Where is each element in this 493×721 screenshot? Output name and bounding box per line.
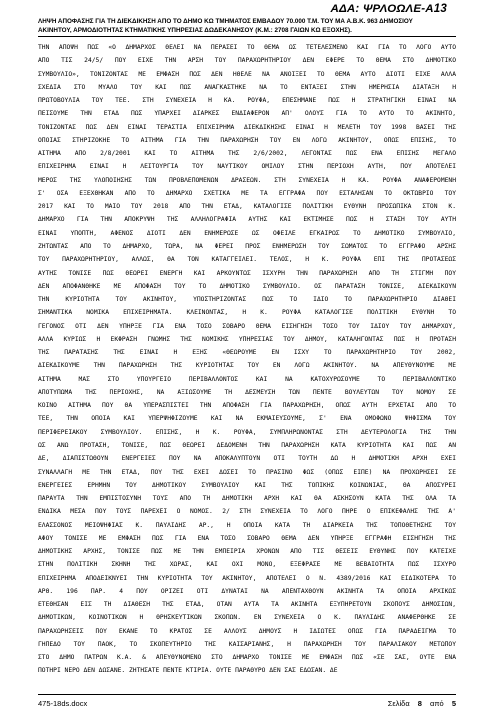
body-line: ΑΙΤΗΜΑ ΑΠΟ 2/8/2001 ΚΑΙ ΤΟ ΑΙΤΗΜΑ ΤΗΣ 2/6/2002, ΛΕΓΟΝΤΑΣ ΠΩΣ ΕΝΑ ΕΠΙΣΗΣ ΜΕΓΑΛΟ [38,150,456,158]
body-line: ΠΑΡΑΧΩΡΗΣΕΙΣ ΠΟΥ ΕΚΑΝΕ ΤΟ ΚΡΑΤΟΣ ΣΕ ΑΛΛΟΥΣ ΔΗΜΟΥΣ Η ΙΔΙΩΤΕΣ ΟΠΩΣ ΓΙΑ ΠΑΡΑΔΕΙΓΜΑ ΤΟ [38,627,456,635]
of-word: από [430,699,444,708]
body-line: ΣΗΜΑΝΤΙΚΑ ΝΟΜΙΚΑ ΕΠΙΧΕΙΡΗΜΑΤΑ. ΚΛΕΙΝΟΝΤΑΣ, Η Κ. ΡΟΥΦΑ ΚΑΤΑΛΟΓΙΣΕ ΠΟΛΙΤΙΚΗ ΕΥΘΥΝΗ ΤΟ [38,309,456,317]
body-line: ΕΤΕΘΗΣΑΝ ΕΙΣ ΤΗ ΔΙΑΘΕΣΗ ΤΗΣ ΕΤΑΔ, ΟΤΑΝ ΑΥΤΑ ΤΑ ΑΚΙΝΗΤΑ ΕΞΥΠΗΡΕΤΟΥΝ ΣΚΟΠΟΥΣ ΔΗΜΟΣΙΩΝ, [38,601,456,609]
body-line: Σ' ΟΣΑ ΕΞΕΧΘΗΚΑΝ ΑΠΟ ΤΟ ΔΗΜΑΡΧΟ ΣΧΕΤΙΚΑ ΜΕ ΤΑ ΕΓΓΡΑΦΑ ΠΟΥ ΕΣΤΑΛΗΣΑΝ ΤΟ ΟΚΤΩΒΡΙΟ ΤΟΥ [38,189,456,197]
body-line: ΣΤΟ ΔΗΜΟ ΠΑΤΡΩΝ Κ.Α. & ΑΠΕΥΘΥΝΟΜΕΝΟ ΣΤΟ ΔΗΜΑΡΧΟ ΤΟΝΙΣΕ ΜΕ ΕΜΦΑΣΗ ΠΩΣ «ΣΕ ΣΑΣ, ΟΥΤΕ ΕΝΑ [38,654,456,662]
page-number: 8 [417,699,422,708]
body-line: ΓΕΓΟΝΟΣ ΟΤΙ ΔΕΝ ΥΠΗΡΞΕ ΓΙΑ ΕΝΑ ΤΟΣΟ ΣΟΒΑΡΟ ΘΕΜΑ ΕΙΣΗΓΗΣΗ ΤΟΣΟ ΤΟΥ ΙΔΙΟΥ ΤΟΥ ΔΗΜΑΡΧΟΥ, [38,322,456,330]
body-line: ΤΗΣ ΠΑΡΑΤΑΣΗΣ ΤΗΣ ΕΙΝΑΙ Η ΕΞΗΣ «ΘΕΩΡΟΥΜΕ ΕΝ ΙΣΧΥ ΤΟ ΠΑΡΑΧΩΡΗΤΗΡΙΟ ΤΟΥ 2002, [38,349,456,357]
body-line: ΣΥΝΑΛΛΑΓΗ ΜΕ ΤΗΝ ΕΤΑΔ, ΠΟΥ ΤΗΣ ΕΧΕΙ ΔΩΣΕΙ ΤΟ ΠΡΑΣΙΝΟ ΦΩΣ (ΟΠΩΣ ΕΙΠΕ) ΝΑ ΠΡΟΧΩΡΗΣΕΙ ΣΕ [38,468,456,476]
body-line: ΩΣ ΑΝΩ ΠΡΟΤΑΣΗ, ΤΟΝΙΣΕ, ΠΩΣ ΘΕΩΡΕΙ ΔΕΔΟΜΕΝΗ ΤΗΝ ΠΑΡΑΧΩΡΗΣΗ ΚΑΤΑ ΚΥΡΙΟΤΗΤΑ ΚΑΙ ΠΩΣ ΑΝ [38,441,456,449]
footer-filename: 475-18ds.docx [38,699,88,708]
body-line: ΑΥΤΗΣ ΤΟΝΙΣΕ ΠΩΣ ΘΕΩΡΕΙ ΕΝΕΡΓΗ ΚΑΙ ΑΡΚΟΥΝΤΩΣ ΙΣΧΥΡΗ ΤΗΝ ΠΑΡΑΧΩΡΗΣΗ ΑΠΟ ΤΗ ΣΤΙΓΜΗ ΠΟΥ [38,269,456,277]
body-line: ΕΛΑΣΣΟΝΟΣ ΜΕΙΟΨΗΦΙΑΣ Κ. ΠΑΥΛΙΔΗΣ ΑΡ., Η ΟΠΟΙΑ ΚΑΤΑ ΤΗ ΔΙΑΡΚΕΙΑ ΤΗΣ ΤΟΠΟΘΕΤΗΣΗΣ ΤΟΥ [38,521,456,529]
body-line: ΖΗΤΩΝΤΑΣ ΑΠΟ ΤΟ ΔΗΜΑΡΧΟ, ΤΩΡΑ, ΝΑ ΦΕΡΕΙ ΠΡΟΣ ΕΝΗΜΕΡΩΣΗ ΤΟΥ ΣΩΜΑΤΟΣ ΤΟ ΕΓΓΡΑΦΟ ΑΡΣΗΣ [38,242,456,250]
body-line: ΠΟΤΗΡΙ ΝΕΡΟ ΔΕΝ ΔΩΣΑΝΕ. ΖΗΤΗΣΑΤΕ ΠΕΝΤΕ ΚΤΙΡΙΑ. ΟΥΤΕ ΠΑΡΑΘΥΡΟ ΔΕΝ ΣΑΣ ΕΔΩΣΑΝ. ΔΕ [38,667,338,675]
body-line: ΤΗΝ ΚΥΡΙΟΤΗΤΑ ΤΟΥ ΑΚΙΝΗΤΟΥ, ΥΠΟΣΤΗΡΙΖΟΝΤΑΣ ΠΩΣ ΤΟ ΙΔΙΟ ΤΟ ΠΑΡΑΧΩΡΗΤΗΡΙΟ ΔΙΑΘΕΙ [38,296,456,304]
header-line-1: ΛΗΨΗ ΑΠΟΦΑΣΗΣ ΓΙΑ ΤΗ ΔΙΕΚΔΙΚΗΣΗ ΑΠΟ ΤΟ ΔΗΜΟ ΚΩ ΤΜΗΜΑΤΟΣ ΕΜΒΑΔΟΥ 70.000 Τ.Μ. ΤΟΥ ΜΑ Α.Β.Κ. 963 ΔΗΜΟΣΙΟΥ [38,18,413,25]
header-line-2: ΑΚΙΝΗΤΟΥ, ΑΡΜΟΔΙΟΤΗΤΑΣ ΚΤΗΜΑΤΙΚΗΣ ΥΠΗΡΕΣΙΑΣ ΔΩΔΕΚΑΝΗΣΟΥ (Κ.Μ.: 2708 ΓΑΙΩΝ ΚΩ ΕΞΟΧΗΣ). [38,27,456,38]
body-line: ΑΠΟ ΤΙΣ 24/5/ ΠΟΥ ΕΙΧΕ ΤΗΝ ΑΡΣΗ ΤΟΥ ΠΑΡΑΧΩΡΗΤΗΡΙΟΥ ΔΕΝ ΕΦΕΡΕ ΤΟ ΘΕΜΑ ΣΤΟ ΔΗΜΟΤΙΚΟ [38,57,456,65]
body-line: ΑΛΛΑ ΚΥΡΙΩΣ Η ΕΚΦΡΑΣΗ ΓΝΩΜΗΣ ΤΗΣ ΝΟΜΙΚΗΣ ΥΠΗΡΕΣΙΑΣ ΤΟΥ ΔΗΜΟΥ, ΚΑΤΑΛΗΓΟΝΤΑΣ ΠΩΣ Η ΠΡΟΤΑΣΗ [38,335,456,343]
body-line: ΓΗΠΕΔΟ ΤΟΥ ΠΑΟΚ, ΤΟ ΣΚΟΠΕΥΤΗΡΙΟ ΤΗΣ ΚΑΙΣΑΡΙΑΝΗΣ, Η ΠΑΡΑΧΩΡΗΣΗ ΤΟΥ ΠΑΡΑΛΙΑΚΟΥ ΜΕΤΩΠΟΥ [38,640,456,648]
body-line: ΑΠΟΤΥΠΩΜΑ ΤΗΣ ΠΕΡΙΟΧΗΣ, ΝΑ ΑΞΙΩΣΟΥΜΕ ΤΗ ΔΕΣΜΕΥΣΗ ΤΩΝ ΠΕΝΤΕ ΒΟΥΛΕΥΤΩΝ ΤΟΥ ΝΟΜΟΥ ΣΕ [38,388,456,396]
body-line: ΤΕΕ, ΤΗΝ ΟΠΟΙΑ ΚΑΙ ΥΠΕΡΨΗΦΙΖΟΥΜΕ ΚΑΙ ΝΑ ΕΚΜΑΙΕΥΣΟΥΜΕ, Σ' ΕΝΑ ΟΜΟΦΩΝΟ ΨΗΦΙΣΜΑ ΤΟΥ [38,415,456,423]
document-body [38,41,456,678]
body-line: ΑΙΤΗΜΑ ΜΑΣ ΣΤΟ ΥΠΟΥΡΓΕΙΟ ΠΕΡΙΒΑΛΛΟΝΤΟΣ ΚΑΙ ΝΑ ΚΑΤΟΧΥΡΩΣΟΥΜΕ ΤΟ ΠΕΡΙΒΑΛΛΟΝΤΙΚΟ [38,375,456,383]
body-line: ΕΙΝΑΙ ΥΠΟΠΤΗ, ΑΦΕΝΟΣ ΔΙΟΤΙ ΔΕΝ ΕΝΗΜΕΡΩΣΕ ΩΣ ΟΦΕΙΛΕ ΕΓΚΑΙΡΩΣ ΤΟ ΔΗΜΟΤΙΚΟ ΣΥΜΒΟΥΛΙΟ, [38,229,456,237]
body-line: ΕΠΙΧΕΙΡΗΜΑ ΕΙΝΑΙ Η ΛΕΙΤΟΥΡΓΙΑ ΤΟΥ ΝΑΥΤΙΚΟΥ ΟΜΙΛΟΥ ΣΤΗΝ ΠΕΡΙΟΧΗ ΑΥΤΗ, ΠΟΥ ΑΠΟΤΕΛΕΙ [38,163,456,171]
body-line: ΔΕΝ ΑΠΟΦΑΝΘΗΚΕ ΜΕ ΑΠΟΦΑΣΗ ΤΟΥ ΤΟ ΔΗΜΟΤΙΚΟ ΣΥΜΒΟΥΛΙΟ. ΟΣ ΠΑΡΑΤΑΣΗ ΤΟΝΙΣΕ, ΔΙΕΚΔΙΚΟΥΝ [38,282,456,290]
body-line: ΤΟΝΙΖΟΝΤΑΣ ΠΩΣ ΔΕΝ ΕΙΝΑΙ ΤΕΡΑΣΤΙΑ ΕΠΙΧΕΙΡΗΜΑ ΔΙΕΚΔΙΚΗΣΗΣ ΕΙΝΑΙ Η ΜΕΛΕΤΗ ΤΟΥ 1998 ΒΑΣΕΙ ΤΗΣ [38,123,456,131]
body-line: ΟΠΟΙΑΣ ΣΤΗΡΙΖΟΚΗΕ ΤΟ ΑΙΤΗΜΑ ΓΙΑ ΤΗΝ ΠΑΡΑΧΩΡΗΣΗ ΤΟΥ ΕΝ ΛΟΓΩ ΑΚΙΝΗΤΟΥ, ΟΠΩΣ ΕΠΙΣΗΣ, ΤΟ [38,136,456,144]
page-footer [38,699,456,711]
body-line: 2017 ΚΑΙ ΤΟ ΜΑΙΟ ΤΟΥ 2018 ΑΠΟ ΤΗΝ ΕΤΑΔ, ΚΑΤΑΛΟΓΙΣΕ ΠΟΛΙΤΙΚΗ ΕΥΘΥΝΗ ΠΡΟΣΩΠΙΚΑ ΣΤΟΝ Κ. [38,203,456,211]
ada-code: ΑΔΑ: ΨΡΛΟΩΛΕ-Α13 [330,3,447,15]
body-line: ΔΗΜΟΤΙΚΗΣ ΑΡΧΗΣ, ΤΟΝΙΣΕ ΠΩΣ ΜΕ ΤΗΝ ΕΜΠΕΙΡΙΑ ΧΡΟΝΩΝ ΑΠΟ ΤΙΣ ΘΕΣΕΙΣ ΕΥΘΥΝΗΣ ΠΟΥ ΚΑΤΕΙΧΕ [38,548,456,556]
page-word: Σελίδα [387,699,410,708]
body-line: ΔΙΕΚΔΙΚΟΥΜΕ ΤΗΝ ΠΑΡΑΧΩΡΗΣΗ ΤΗΣ ΚΥΡΙΟΤΗΤΑΣ ΤΟΥ ΕΝ ΛΟΓΩ ΑΚΙΝΗΤΟΥ. ΝΑ ΑΠΕΥΘΥΝΟΥΜΕ ΜΕ [38,362,456,370]
page-indicator [382,699,456,708]
body-line: ΜΕΡΟΣ ΤΗΣ ΥΛΟΠΟΙΗΣΗΣ ΤΩΝ ΠΡΟΒΛΕΠΟΜΕΝΩΝ ΔΡΑΣΕΩΝ. ΣΤΗ ΣΥΝΕΧΕΙΑ Η ΚΑ. ΡΟΥΦΑ ΑΝΑΦΕΡΟΜΕΝΗ [38,176,456,184]
body-line: ΣΧΕΔΙΑ ΣΤΟ ΜΥΑΛΟ ΤΟΥ ΚΑΙ ΠΩΣ ΑΝΑΓΚΑΣΤΗΚΕ ΝΑ ΤΟ ΕΝΤΑΞΕΙ ΣΤΗΝ ΗΜΕΡΗΣΙΑ ΔΙΑΤΑΞΗ Η [38,83,456,91]
body-line: ΤΟΥ ΠΑΡΑΧΩΡΗΤΗΡΙΟΥ, ΑΛΛΩΣ, ΘΑ ΤΟΝ ΚΑΤΑΓΓΕΙΛΕΙ. ΤΕΛΟΣ, Η Κ. ΡΟΥΦΑ ΕΠΙ ΤΗΣ ΠΡΟΤΑΣΕΩΣ [38,256,456,264]
total-pages: 5 [451,699,456,708]
body-line: ΕΠΙΧΕΙΡΗΜΑ ΑΠΟΔΕΙΚΝΥΕΙ ΤΗΝ ΚΥΡΙΟΤΗΤΑ ΤΟΥ ΑΚΙΝΗΤΟΥ, ΑΠΟΤΕΛΕΙ Ο Ν. 4389/2016 ΚΑΙ ΕΙΔΙΚΟΤΕΡΑ ΤΟ [38,574,456,582]
body-line: ΔΗΜΑΡΧΟ ΓΙΑ ΤΗΝ ΑΠΟΚΡΥΨΗ ΤΗΣ ΑΛΛΗΛΟΓΡΑΦΙΑ ΑΥΤΗΣ ΚΑΙ ΕΚΤΙΜΗΣΕ ΠΩΣ Η ΣΤΑΣΗ ΤΟΥ ΑΥΤΗ [38,216,456,224]
body-line: ΑΦΟΥ ΤΟΝΙΣΕ ΜΕ ΕΜΦΑΣΗ ΠΩΣ ΓΙΑ ΕΝΑ ΤΟΣΟ ΣΟΒΑΡΟ ΘΕΜΑ ΔΕΝ ΥΠΗΡΞΕ ΕΓΓΡΑΦΗ ΕΙΣΗΓΗΣΗ ΤΗΣ [38,534,456,542]
body-line: ΔΗΜΟΤΙΚΩΝ, ΚΟΙΝΟΤΙΚΩΝ Η ΘΡΗΣΚΕΥΤΙΚΩΝ ΣΚΟΠΩΝ. ΕΝ ΣΥΝΕΧΕΙΑ Ο Κ. ΠΑΥΛΙΔΗΣ ΑΝΑΦΕΡΘΗΚΕ ΣΕ [38,614,456,622]
body-line: ΣΥΜΒΟΥΛΙΟ», ΤΟΝΙΖΟΝΤΑΣ ΜΕ ΕΜΦΑΣΗ ΠΩΣ ΔΕΝ ΗΘΕΛΕ ΝΑ ΑΝΟΙΞΕΙ ΤΟ ΘΕΜΑ ΑΥΤΟ ΔΙΟΤΙ ΕΙΧΕ ΑΛΛΑ [38,70,456,78]
body-line: ΔΕ, ΔΙΑΠΙΣΤΩΘΟΥΝ ΕΝΕΡΓΕΙΕΣ ΠΟΥ ΝΑ ΑΠΟΚΑΛΥΠΤΟΥΝ ΟΤΙ ΤΟΥΤΗ ΔΩ Η ΔΗΜΟΤΙΚΗ ΑΡΧΗ ΕΧΕΙ [38,455,456,463]
body-line: ΠΑΡΑΥΤΑ ΤΗΝ ΕΜΠΙΣΤΟΣΥΝΗ ΤΟΥΣ ΑΠΟ ΤΗ ΔΗΜΟΤΙΚΗ ΑΡΧΗ ΚΑΙ ΘΑ ΑΣΚΗΣΟΥΝ ΚΑΤΑ ΤΗΣ ΟΛΑ ΤΑ [38,495,456,503]
body-line: ΕΝΕΡΓΕΙΕΣ ΕΡΗΜΗΝ ΤΟΥ ΔΗΜΟΤΙΚΟΥ ΣΥΜΒΟΥΛΙΟΥ ΚΑΙ ΤΗΣ ΤΟΠΙΚΗΣ ΚΟΙΝΩΝΙΑΣ, ΘΑ ΑΠΟΣΥΡΕΙ [38,481,456,489]
body-line: ΠΕΡΙΦΕΡΕΙΑΚΟΥ ΣΥΜΒΟΥΛΙΟΥ. ΕΠΙΣΗΣ, Η Κ. ΡΟΥΦΑ, ΣΥΜΠΛΗΡΩΝΟΝΤΑΣ ΣΤΗ ΔΕΥΤΕΡΟΛΟΓΙΑ ΤΗΣ ΤΗΝ [38,428,456,436]
body-line: ΚΟΙΝΟ ΑΙΤΗΜΑ ΠΟΥ ΘΑ ΥΠΕΡΑΣΠΙΣΤΕΙ ΤΗΝ ΑΠΟΦΑΣΗ ΓΙΑ ΠΑΡΑΧΩΡΗΣΗ, ΟΠΩΣ ΑΥΤΗ ΕΡΧΕΤΑΙ ΑΠΟ ΤΟ [38,402,456,410]
body-line: ΑΡΘ. 196 ΠΑΡ. 4 ΠΟΥ ΟΡΙΖΕΙ ΟΤΙ ΔΥΝΑΤΑΙ ΝΑ ΑΠΕΝΤΑΧΘΟΥΝ ΑΚΙΝΗΤΑ ΤΑ ΟΠΟΙΑ ΑΡΧΙΚΩΣ [38,587,456,595]
body-line: ΠΕΙΣΟΥΜΕ ΤΗΝ ΕΤΑΔ ΠΩΣ ΥΠΑΡΧΕΙ ΔΙΑΡΚΕΣ ΕΝΔΙΑΦΕΡΟΝ ΑΠ' ΟΛΟΥΣ ΓΙΑ ΤΟ ΑΥΤΟ ΤΟ ΑΚΙΝΗΤΟ, [38,110,456,118]
body-line: ΕΝΔΙΚΑ ΜΕΣΑ ΠΟΥ ΤΟΥΣ ΠΑΡΕΧΕΙ Ο ΝΟΜΟΣ. 2/ ΣΤΗ ΣΥΝΕΧΕΙΑ ΤΟ ΛΟΓΟ ΠΗΡΕ Ο ΕΠΙΚΕΦΑΛΗΣ ΤΗΣ Α' [38,508,456,516]
body-line: ΠΡΩΤΟΒΟΥΛΙΑ ΤΟΥ ΤΕΕ. ΣΤΗ ΣΥΝΕΧΕΙΑ Η ΚΑ. ΡΟΥΦΑ, ΕΠΕΣΗΜΑΝΕ ΠΩΣ Η ΣΤΡΑΤΗΓΙΚΗ ΕΙΝΑΙ ΝΑ [38,97,456,105]
body-line: ΤΗΝ ΑΠΟΨΗ ΠΩΣ «Ο ΔΗΜΑΡΧΟΣ ΘΕΛΕΙ ΝΑ ΠΕΡΑΣΕΙ ΤΟ ΘΕΜΑ ΩΣ ΤΕΤΕΛΕΣΜΕΝΟ ΚΑΙ ΓΙΑ ΤΟ ΛΟΓΟ ΑΥΤΟ [38,44,456,51]
footer-divider [38,694,456,695]
document-header [38,18,456,37]
body-line: ΣΤΗΝ ΠΟΛΙΤΙΚΗ ΣΚΗΝΗ ΤΗΣ ΧΩΡΑΣ, ΚΑΙ ΟΧΙ ΜΟΝΟ, ΕΞΕΦΡΑΣΕ ΜΕ ΒΕΒΑΙΟΤΗΤΑ ΠΩΣ ΙΣΧΥΡΟ [38,561,456,569]
